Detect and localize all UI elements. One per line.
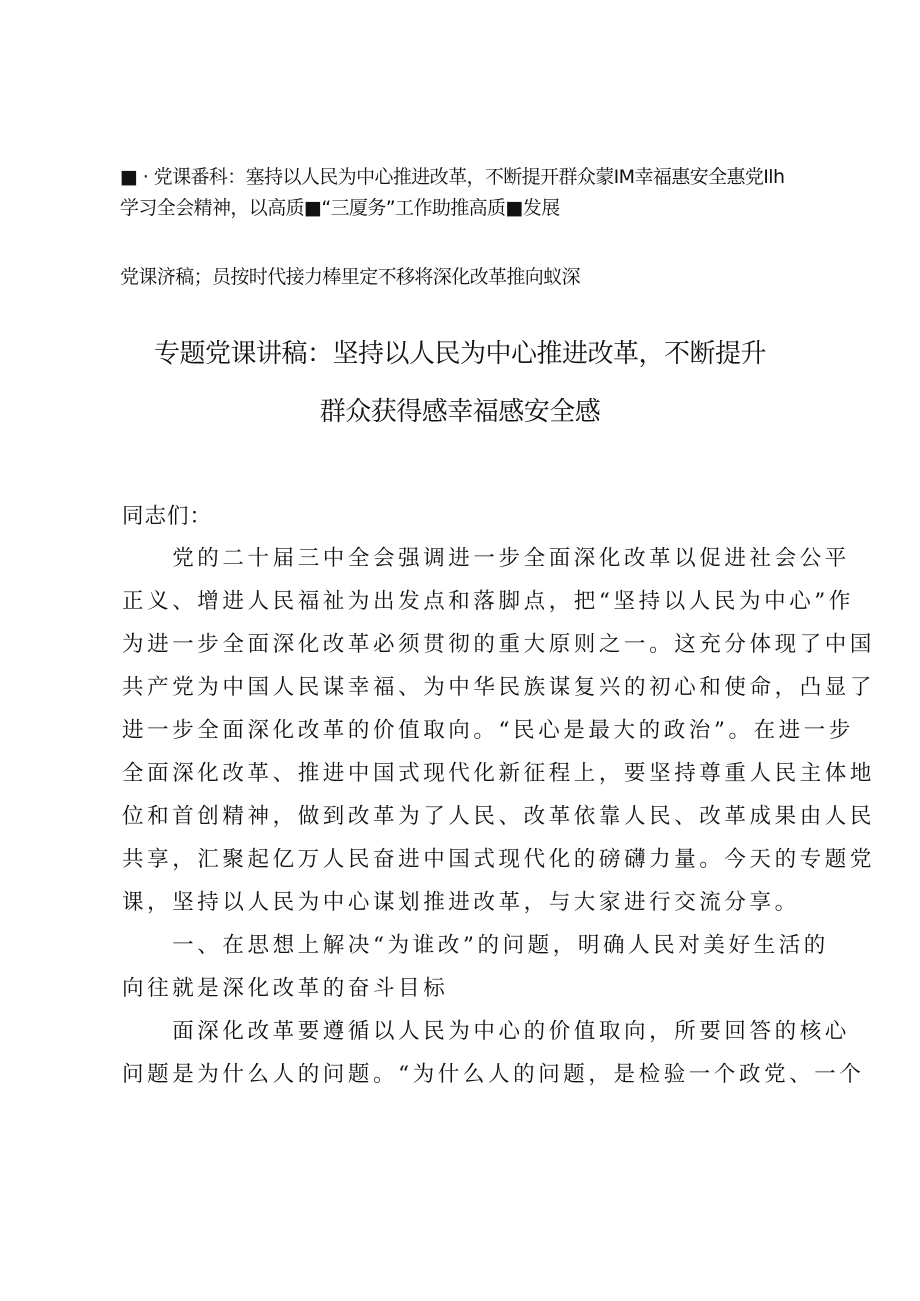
body-line: 为进一步全面深化改革必须贯彻的重大原则之一。这充分体现了中国 <box>122 632 876 657</box>
header-line-1: ■ · 党课番科：塞持以人民为中心推进改革，不断提开群众蒙IM幸福惠安全惠党Ilh <box>120 166 785 188</box>
header-line-3: 党课济稿；员按时代接力棒里定不移将深化改革推向蚁深 <box>120 266 581 288</box>
body-line: 全面深化改革、推进中国式现代化新征程上，要坚持尊重人民主体地 <box>122 761 876 786</box>
body-line: 共享，汇聚起亿万人民奋进中国式现代化的磅礴力量。今天的专题党 <box>122 847 876 872</box>
document-title-line-2: 群众获得感幸福感安全感 <box>319 397 601 427</box>
section-heading-line: 向往就是深化改革的奋斗目标 <box>122 976 449 1001</box>
body-line: 进一步全面深化改革的价值取向。“民心是最大的政治”。在进一步 <box>122 718 854 743</box>
document-title-line-1: 专题党课讲稿：坚持以人民为中心推进改革，不断提升 <box>153 339 766 369</box>
body-line: 面深化改革要遵循以人民为中心的价值取向，所要回答的核心 <box>122 1019 850 1044</box>
section-heading-line: 一、在思想上解决“为谁改”的问题，明确人民对美好生活的 <box>122 933 829 958</box>
body-line: 课，坚持以人民为中心谋划推进改革，与大家进行交流分享。 <box>122 890 800 915</box>
body-line: 共产党为中国人民谋幸福、为中华民族谋复兴的初心和使命，凸显了 <box>122 675 876 700</box>
header-line-2: 学习全会精神，以高质■“三厦务”工作助推高质■发展 <box>120 197 560 219</box>
body-line: 正义、增进人民福祉为出发点和落脚点，把“坚持以人民为中心”作 <box>122 589 854 614</box>
body-line: 问题是为什么人的问题。“为什么人的问题，是检验一个政党、一个 <box>122 1062 865 1087</box>
salutation: 同志们： <box>122 504 213 529</box>
body-line: 党的二十届三中全会强调进一步全面深化改革以促进社会公平 <box>122 546 850 571</box>
body-line: 位和首创精神，做到改革为了人民、改革依靠人民、改革成果由人民 <box>122 804 876 829</box>
